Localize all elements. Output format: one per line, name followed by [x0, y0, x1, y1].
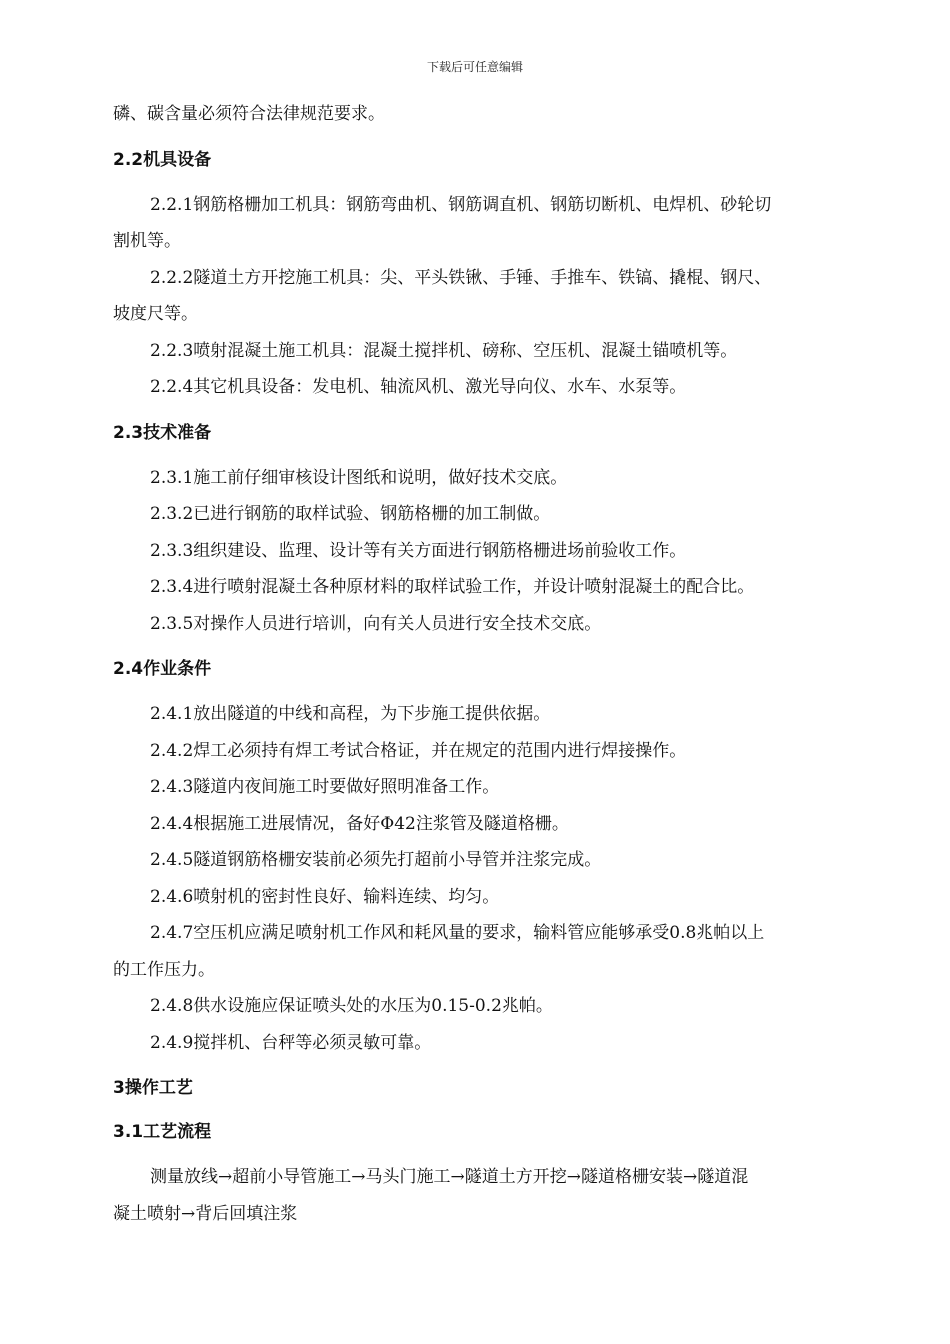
paragraph-2-4-7-cont: 的工作压力。 [113, 959, 215, 980]
paragraph-2-4-1: 2.4.1放出隧道的中线和高程，为下步施工提供依据。 [150, 704, 551, 724]
paragraph-2-4-2: 2.4.2焊工必须持有焊工考试合格证，并在规定的范围内进行焊接操作。 [150, 740, 687, 761]
section-heading-2-2: 2.2机具设备 [113, 149, 212, 170]
paragraph-2-2-1-cont: 割机等。 [113, 231, 181, 251]
paragraph-process-flow-cont: 凝土喷射→背后回填注浆 [113, 1203, 298, 1224]
paragraph-2-4-4: 2.4.4根据施工进展情况，备好Φ42注浆管及隧道格栅。 [150, 813, 569, 834]
paragraph-2-3-5: 2.3.5对操作人员进行培训，向有关人员进行安全技术交底。 [150, 613, 602, 634]
paragraph-2-3-1: 2.3.1施工前仔细审核设计图纸和说明，做好技术交底。 [150, 467, 568, 488]
paragraph-2-4-3: 2.4.3隧道内夜间施工时要做好照明准备工作。 [150, 777, 500, 797]
section-heading-3: 3操作工艺 [113, 1078, 193, 1098]
paragraph-2-2-2-cont: 坡度尺等。 [113, 304, 198, 324]
paragraph-2-3-4: 2.3.4进行喷射混凝土各种原材料的取样试验工作，并设计喷射混凝土的配合比。 [150, 577, 755, 597]
section-heading-3-1: 3.1工艺流程 [113, 1122, 212, 1142]
paragraph-2-4-6: 2.4.6喷射机的密封性良好、输料连续、均匀。 [150, 886, 500, 907]
paragraph-2-2-4: 2.2.4其它机具设备：发电机、轴流风机、激光导向仪、水车、水泵等。 [150, 377, 687, 397]
paragraph-2-2-3: 2.2.3喷射混凝土施工机具：混凝土搅拌机、磅称、空压机、混凝土锚喷机等。 [150, 340, 738, 361]
paragraph-2-4-9: 2.4.9搅拌机、台秤等必须灵敏可靠。 [150, 1032, 432, 1053]
paragraph-2-3-3: 2.3.3组织建设、监理、设计等有关方面进行钢筋格栅进场前验收工作。 [150, 540, 687, 561]
page-header-note: 下载后可任意编辑 [426, 60, 523, 74]
document-body [113, 96, 863, 1232]
paragraph-2-2-2: 2.2.2隧道土方开挖施工机具：尖、平头铁锹、手锤、手推车、铁镐、撬棍、钢尺、 [150, 267, 772, 288]
paragraph-2-4-5: 2.4.5隧道钢筋格栅安装前必须先打超前小导管并注浆完成。 [150, 850, 602, 870]
paragraph-2-4-7: 2.4.7空压机应满足喷射机工作风和耗风量的要求，输料管应能够承受0.8兆帕以上 [150, 923, 765, 943]
section-heading-2-3: 2.3技术准备 [113, 422, 212, 443]
paragraph-2-4-8: 2.4.8供水设施应保证喷头处的水压为0.15-0.2兆帕。 [150, 996, 553, 1016]
paragraph-2-3-2: 2.3.2已进行钢筋的取样试验、钢筋格栅的加工制做。 [150, 504, 551, 524]
paragraph: 磷、碳含量必须符合法律规范要求。 [113, 104, 385, 124]
section-heading-2-4: 2.4作业条件 [113, 659, 212, 679]
paragraph-process-flow: 测量放线→超前小导管施工→马头门施工→隧道土方开挖→隧道格栅安装→隧道混 [150, 1167, 749, 1187]
paragraph-2-2-1: 2.2.1钢筋格栅加工机具：钢筋弯曲机、钢筋调直机、钢筋切断机、电焊机、砂轮切 [150, 194, 772, 215]
